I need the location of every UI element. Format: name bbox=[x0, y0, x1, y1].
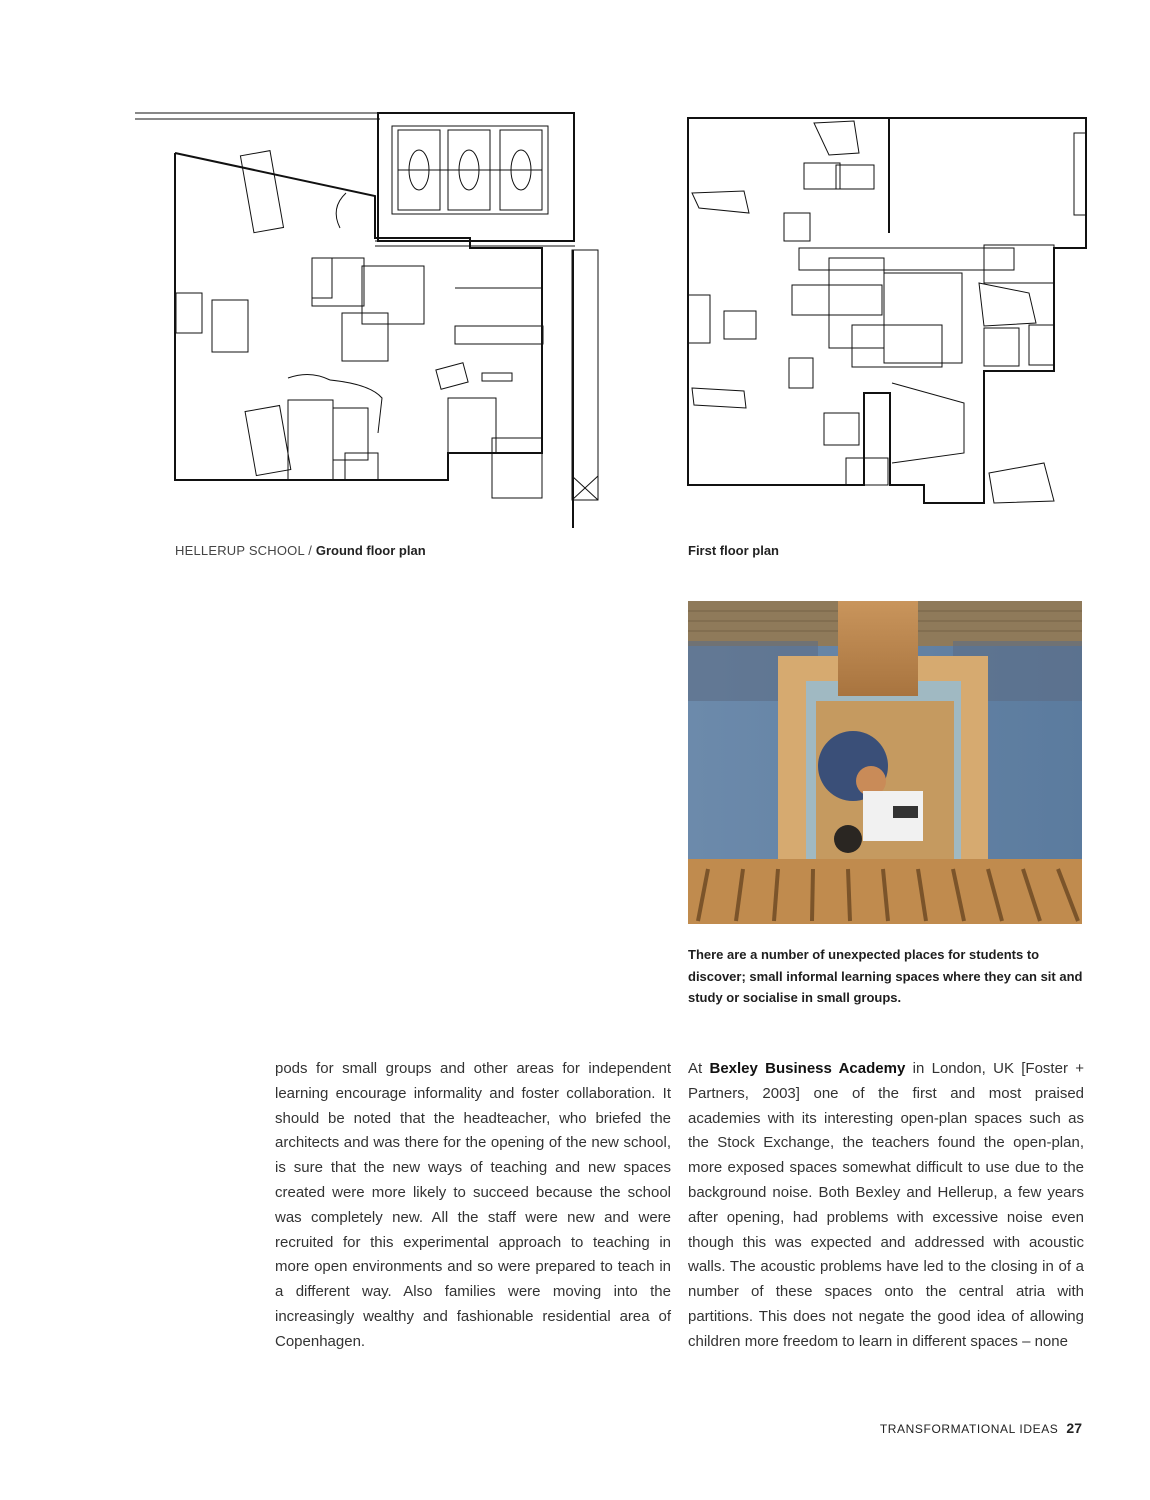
body-right-intro: At bbox=[688, 1060, 710, 1077]
caption-ground-label: Ground floor plan bbox=[315, 543, 426, 558]
first-floor-plan bbox=[684, 113, 1092, 508]
atrium-photo bbox=[688, 601, 1082, 924]
caption-first-label: First floor plan bbox=[688, 543, 779, 558]
body-right-bold-name: Bexley Business Academy bbox=[709, 1060, 906, 1077]
body-column-left: pods for small groups and other areas for independent learning encourage informality and foster collaboration. It should be noted that the headteacher, who briefed the architects and was there for the opening of the new school, is sure that the new ways of teaching and new spaces created were more likely to succeed because the school was completely new. All the staff were new and were recruited for this experimental approach to teaching in more open environments and so were prepared to teach in a different way. Also families were moving into the increasingly wealthy and fashionable residential area of Copenhagen. bbox=[275, 1060, 671, 1350]
caption-school-name: HELLERUP SCHOOL / bbox=[175, 543, 316, 558]
body-column-right bbox=[688, 1057, 1084, 1355]
ground-floor-plan bbox=[130, 108, 605, 530]
first-floor-caption bbox=[688, 543, 779, 558]
page-number: 27 bbox=[1066, 1420, 1082, 1436]
ground-floor-caption bbox=[175, 543, 426, 558]
page-footer bbox=[860, 1420, 1082, 1436]
footer-section-title: TRANSFORMATIONAL IDEAS bbox=[879, 1422, 1059, 1436]
body-right-rest: in London, UK [Foster + Partners, 2003] one of the first and most praised academies with its interesting open-plan spaces such as the Stock Exchange, the teachers found the open-plan, more exposed spaces somewhat difficult to use due to the background noise. Both Bexley and Hellerup, a few years after opening, had problems with excessive noise even though this was expected and addressed with acoustic walls. The acoustic problems have led to the closing in of a number of these spaces onto the central atria with partitions. This does not negate the good idea of allowing children more freedom to learn in different spaces – none bbox=[688, 1060, 1085, 1350]
photo-caption: There are a number of unexpected places for students to discover; small informal learning spaces where they can sit and study or socialise in small groups. bbox=[688, 947, 1083, 1005]
